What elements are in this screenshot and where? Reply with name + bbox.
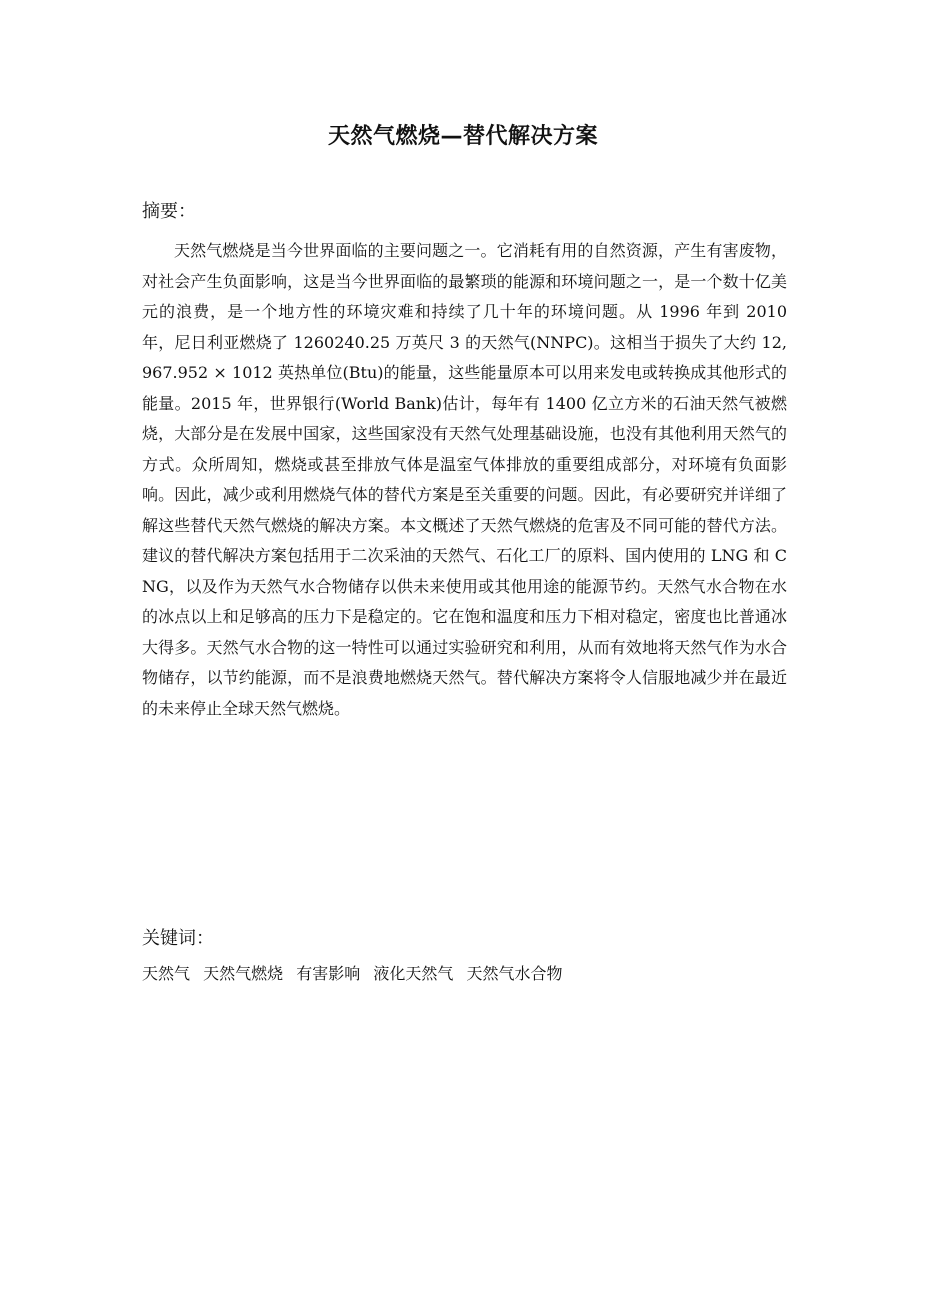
keyword-item: 天然气 [142, 964, 191, 983]
keyword-item: 有害影响 [296, 964, 361, 983]
keywords-heading: 关键词： [142, 928, 214, 949]
paper-title: 天然气燃烧—替代解决方案 [327, 124, 598, 149]
abstract-heading: 摘要： [142, 201, 196, 222]
keywords-list [142, 960, 787, 988]
keyword-item: 天然气燃烧 [203, 964, 284, 983]
keyword-item: 天然气水合物 [466, 964, 563, 983]
keyword-item: 液化天然气 [373, 964, 454, 983]
abstract-body: 天然气燃烧是当今世界面临的主要问题之一。它消耗有用的自然资源，产生有害废物，对社会产生负面影响，这是当今世界面临的最繁琐的能源和环境问题之一，是一个数十亿美元的浪费，是一个地方性的环境灾难和持续了几十年的环境问题。从 1996 年到 2010 年，尼日利亚燃烧了 1260240.25 万英尺 3 的天然气(NNPC)。这相当于损失了大约 12,967.952 × 1012 英热单位(Btu)的能量，这些能量原本可以用来发电或转换成其他形式的能量。2015 年，世界银行(World Bank)估计，每年有 1400 亿立方米的石油天然气被燃烧，大部分是在发展中国家，这些国家没有天然气处理基础设施，也没有其他利用天然气的方式。众所周知，燃烧或甚至排放气体是温室气体排放的重要组成部分，对环境有负面影响。因此，减少或利用燃烧气体的替代方案是至关重要的问题。因此，有必要研究并详细了解这些替代天然气燃烧的解决方案。本文概述了天然气燃烧的危害及不同可能的替代方法。建议的替代解决方案包括用于二次采油的天然气、石化工厂的原料、国内使用的 LNG 和 CNG，以及作为天然气水合物储存以供未来使用或其他用途的能源节约。天然气水合物在水的冰点以上和足够高的压力下是稳定的。它在饱和温度和压力下相对稳定，密度也比普通冰大得多。天然气水合物的这一特性可以通过实验研究和利用，从而有效地将天然气作为水合物储存，以节约能源，而不是浪费地燃烧天然气。替代解决方案将令人信服地减少并在最近的未来停止全球天然气燃烧。 [142, 241, 787, 718]
